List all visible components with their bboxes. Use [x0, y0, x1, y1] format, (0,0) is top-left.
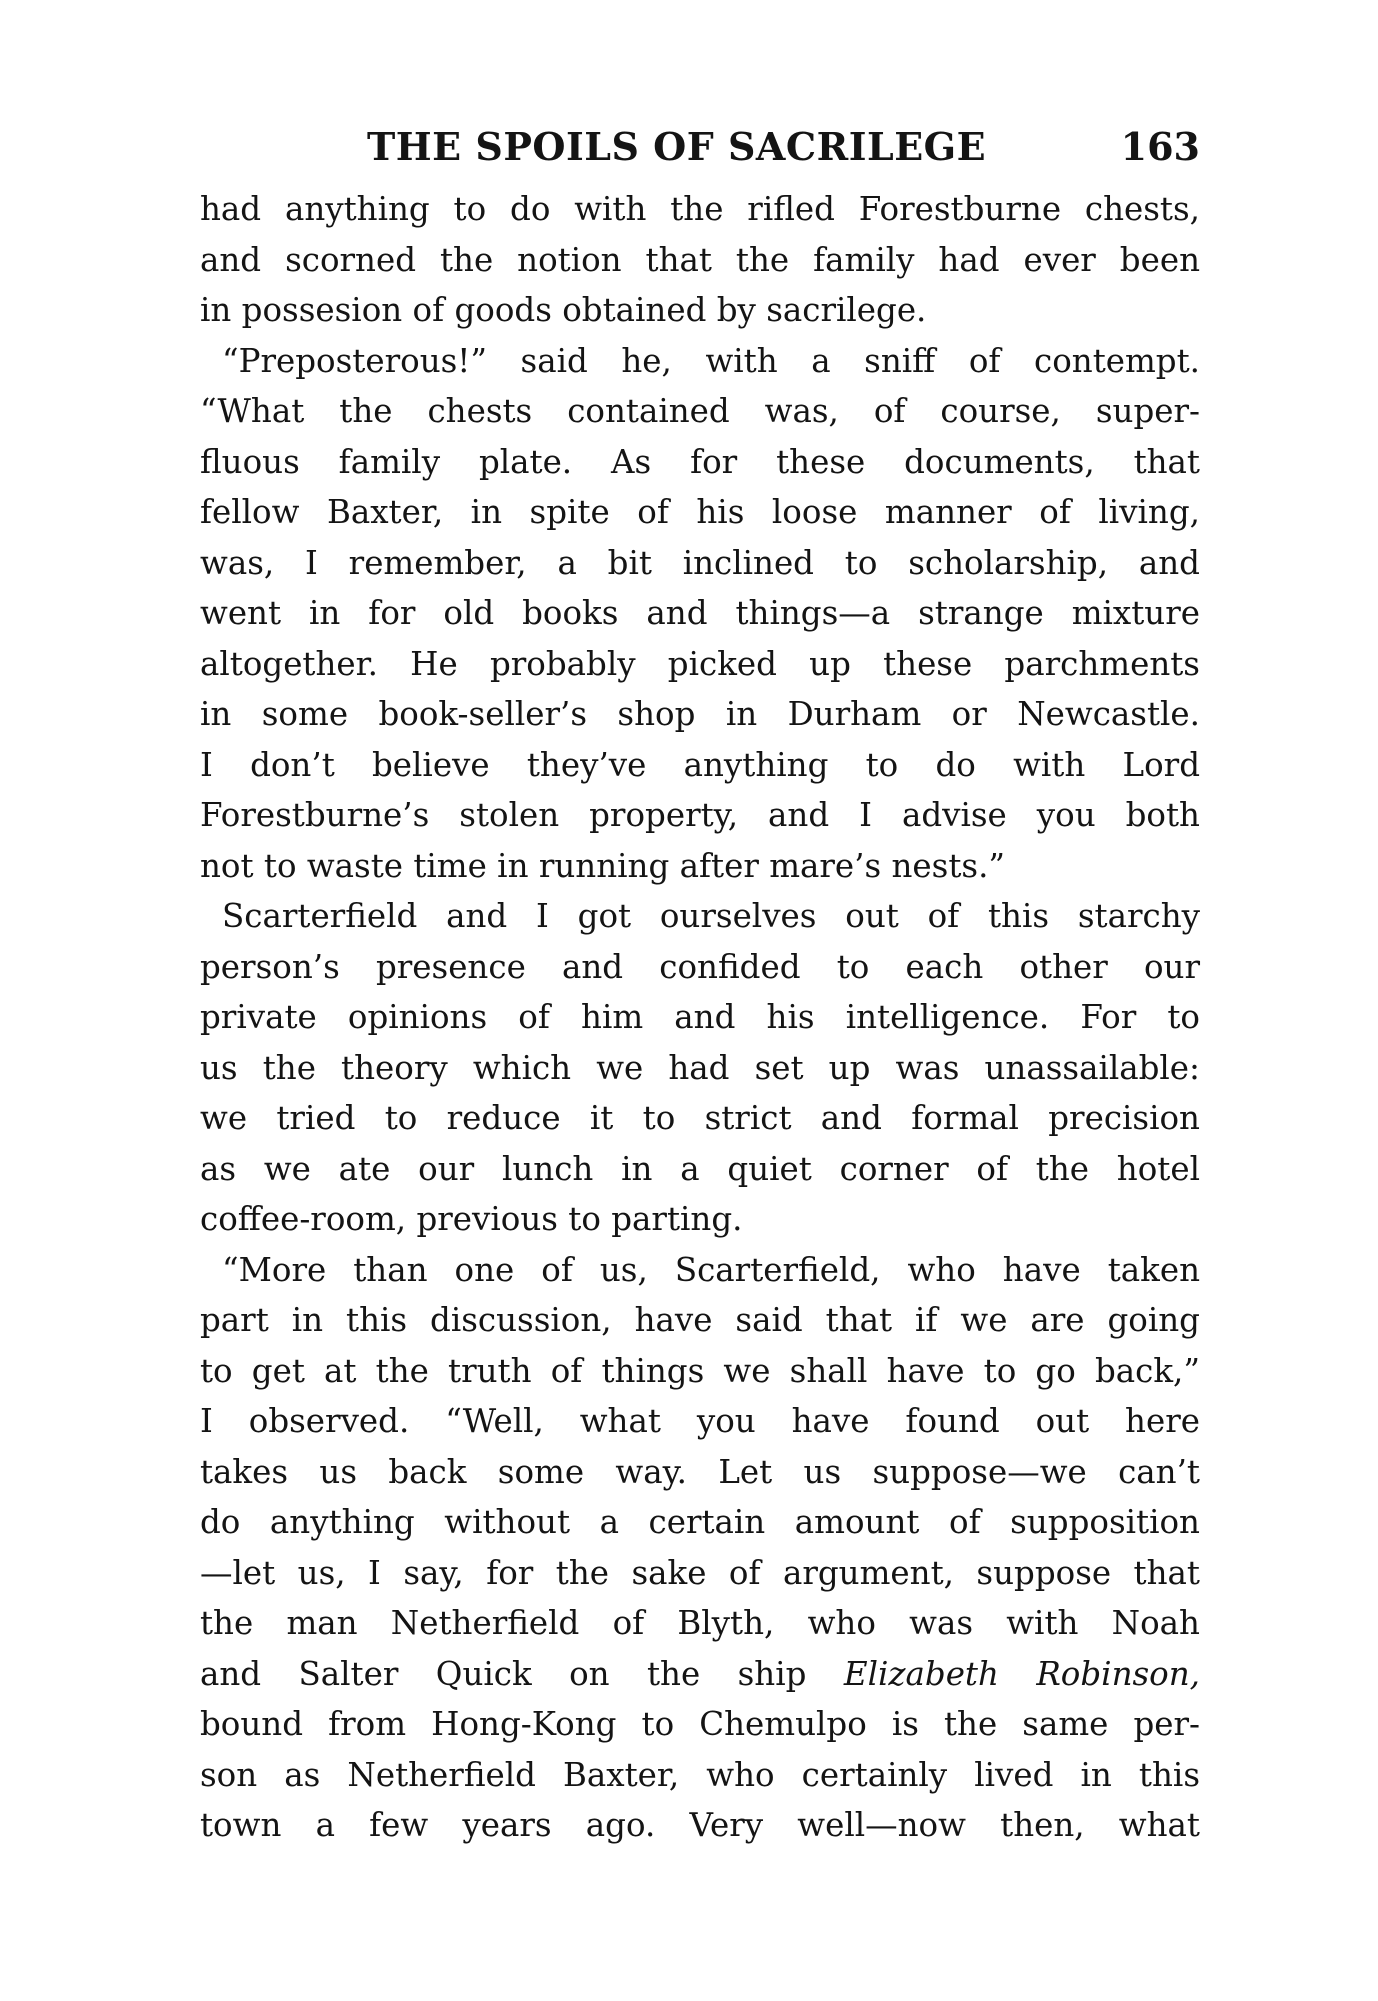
text-line-with-ship-name [200, 1649, 1200, 1700]
text-line: person’s presence and confided to each other our [200, 947, 1200, 986]
text-line: I don’t believe they’ve anything to do with Lord [200, 745, 1200, 784]
text-line: and scorned the notion that the family had ever been [200, 240, 1200, 279]
text-line: we tried to reduce it to strict and formal precision [200, 1099, 1200, 1137]
page-number: 163 [1120, 124, 1200, 169]
text-line: takes us back some way. Let us suppose—we can’t [200, 1452, 1200, 1491]
text-line: “More than one of us, Scarterfield, who have taken [222, 1250, 1200, 1289]
text-line: in possesion of goods obtained by sacrilege. [200, 291, 927, 329]
running-head [200, 116, 1200, 176]
text-line: us the theory which we had set up was unassailable: [200, 1048, 1200, 1087]
text-line: Scarterfield and I got ourselves out of this starchy [222, 897, 1200, 935]
text-line: “What the chests contained was, of course, super- [200, 392, 1200, 430]
text-line: was, I remember, a bit inclined to scholarship, and [200, 543, 1200, 582]
text-line: fluous family plate. As for these documents, that [200, 442, 1200, 481]
text-line: to get at the truth of things we shall have to go back,” [200, 1351, 1200, 1390]
text-line: had anything to do with the rifled Forestburne chests, [200, 190, 1200, 228]
text-line: altogether. He probably picked up these parchments [200, 644, 1200, 683]
text-line: part in this discussion, have said that if we are going [200, 1301, 1200, 1339]
text-line: as we ate our lunch in a quiet corner of the hotel [200, 1149, 1200, 1188]
text-line: fellow Baxter, in spite of his loose manner of living, [200, 493, 1200, 531]
running-title: THE SPOILS OF SACRILEGE [367, 124, 987, 169]
text-line: bound from Hong-Kong to Chemulpo is the same per- [200, 1705, 1200, 1743]
text-line: town a few years ago. Very well—now then, what [200, 1806, 1200, 1844]
text-line: coffee-room, previous to parting. [200, 1200, 743, 1238]
body-text [200, 184, 1200, 1851]
text-line: —let us, I say, for the sake of argument, suppose that [200, 1553, 1200, 1592]
text-line: Forestburne’s stolen property, and I advise you both [200, 796, 1200, 834]
line-text: and Salter Quick on the ship [200, 1654, 807, 1693]
text-line: do anything without a certain amount of supposition [200, 1503, 1200, 1541]
text-line: private opinions of him and his intelligence. For to [200, 998, 1200, 1036]
text-line: the man Netherfield of Blyth, who was with Noah [200, 1604, 1200, 1642]
text-line: son as Netherfield Baxter, who certainly lived in this [200, 1755, 1200, 1794]
ship-name: Elizabeth Robinson, [843, 1654, 1201, 1693]
text-line: went in for old books and things—a strange mixture [200, 594, 1200, 632]
text-line: I observed. “Well, what you have found out here [200, 1402, 1200, 1440]
text-line: “Preposterous!” said he, with a sniff of contempt. [222, 341, 1200, 380]
text-line: not to waste time in running after mare’s nests.” [200, 846, 1006, 885]
text-line: in some book-seller’s shop in Durham or Newcastle. [200, 695, 1200, 733]
